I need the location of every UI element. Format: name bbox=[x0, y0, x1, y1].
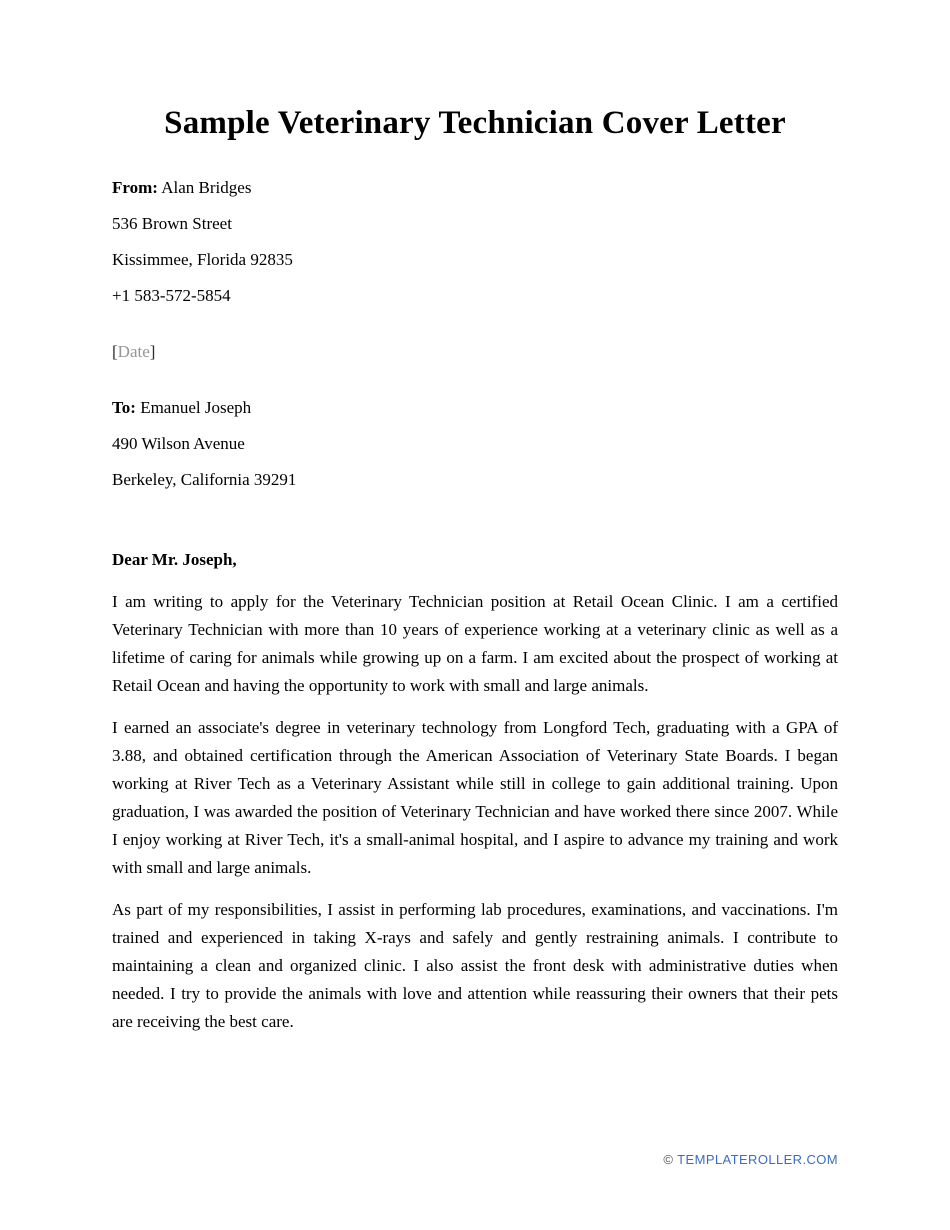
sender-block bbox=[112, 170, 838, 314]
date-field bbox=[112, 334, 838, 370]
date-bracket-close: ] bbox=[149, 342, 156, 361]
date-bracket-open: [ bbox=[112, 342, 118, 361]
sender-street: 536 Brown Street bbox=[112, 214, 232, 233]
footer bbox=[663, 1152, 838, 1168]
sender-name-line bbox=[112, 170, 838, 206]
recipient-block bbox=[112, 390, 838, 498]
letter-paragraph-3: As part of my responsibilities, I assist in performing lab procedures, examinations, and vaccinations. I'm trained and experienced in taking X-rays and safely and gently restraining animals. I contribute to maintaining a clean and organized clinic. I also assist the front desk with administrative duties when needed. I try to provide the animals with love and attention while reassuring their owners that their pets are receiving the best care. bbox=[112, 900, 838, 1031]
page-title: Sample Veterinary Technician Cover Letter bbox=[164, 105, 786, 141]
sender-city-state-zip: Kissimmee, Florida 92835 bbox=[112, 250, 293, 269]
recipient-street: 490 Wilson Avenue bbox=[112, 434, 245, 453]
recipient-label: To: bbox=[112, 398, 136, 417]
date-placeholder: Date bbox=[117, 342, 150, 361]
letter-paragraph-2: I earned an associate's degree in veterinary technology from Longford Tech, graduating with a GPA of 3.88, and obtained certification through the American Association of Veterinary State Boards. I began working at River Tech as a Veterinary Assistant while still in college to gain additional training. Upon graduation, I was awarded the position of Veterinary Technician and have worked there since 2007. While I enjoy working at River Tech, it's a small-animal hospital, and I aspire to advance my training and work with small and large animals. bbox=[112, 718, 838, 877]
salutation: Dear Mr. Joseph, bbox=[112, 550, 237, 569]
sender-name: Alan Bridges bbox=[161, 178, 252, 197]
recipient-name-line bbox=[112, 390, 838, 426]
copyright-icon: © bbox=[663, 1152, 674, 1167]
letter-paragraph-1: I am writing to apply for the Veterinary Technician position at Retail Ocean Clinic. I am a certified Veterinary Technician with more than 10 years of experience working at a veterinary clinic as well as a lifetime of caring for animals while growing up on a farm. I am excited about the prospect of working at Retail Ocean and having the opportunity to work with small and large animals. bbox=[112, 592, 838, 695]
letter-content bbox=[0, 103, 950, 1036]
templateroller-link[interactable]: TEMPLATEROLLER.COM bbox=[677, 1152, 838, 1167]
recipient-name: Emanuel Joseph bbox=[140, 398, 252, 417]
sender-phone: +1 583-572-5854 bbox=[112, 286, 231, 305]
sender-label: From: bbox=[112, 178, 158, 197]
recipient-city-state-zip: Berkeley, California 39291 bbox=[112, 470, 297, 489]
